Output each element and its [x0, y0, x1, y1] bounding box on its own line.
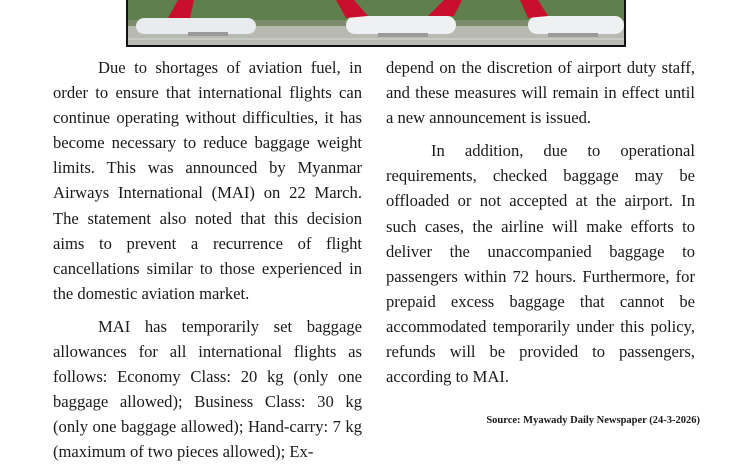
source-credit: Source: Myawady Daily Newspaper (24-3-2026): [486, 415, 700, 426]
paragraph-baggage-allowances: MAI has temporarily set baggage allowances for all international flights as follows: Economy Class: 20 kg (only one baggage allowed); Business Class: 30 kg (only one baggage allowed); Hand-carry: 7 kg (maximum of two pieces allowed); Ex-: [53, 316, 362, 462]
article-left-column: [53, 55, 362, 465]
article-right-column: [386, 55, 695, 389]
paragraph-fuel-shortage: Due to shortages of aviation fuel, in order to ensure that international flights can continue operating without difficulties, it has become necessary to reduce baggage weight limits. This was announced by Myanmar Airways International (MAI) on 22 March. The statement also noted that this decision aims to prevent a recurrence of flight cancellations similar to those experienced in the domestic aviation market.: [53, 58, 362, 303]
aircraft-illustration: [128, 0, 626, 47]
paragraph-offloaded-baggage: In addition, due to operational requirements, checked baggage may be offloaded or not accepted at the airport. In such cases, the airline will make efforts to deliver the unaccompanied baggage to passengers within 72 hours. Furthermore, for prepaid excess baggage that cannot be accommodated temporarily under this policy, refunds will be provided to passengers, according to MAI.: [386, 141, 695, 387]
paragraph-discretion: depend on the discretion of airport duty staff, and these measures will remain in effect until a new announcement is issued.: [386, 58, 695, 128]
article-photo: [126, 0, 626, 47]
tarmac-marking: [128, 38, 626, 40]
